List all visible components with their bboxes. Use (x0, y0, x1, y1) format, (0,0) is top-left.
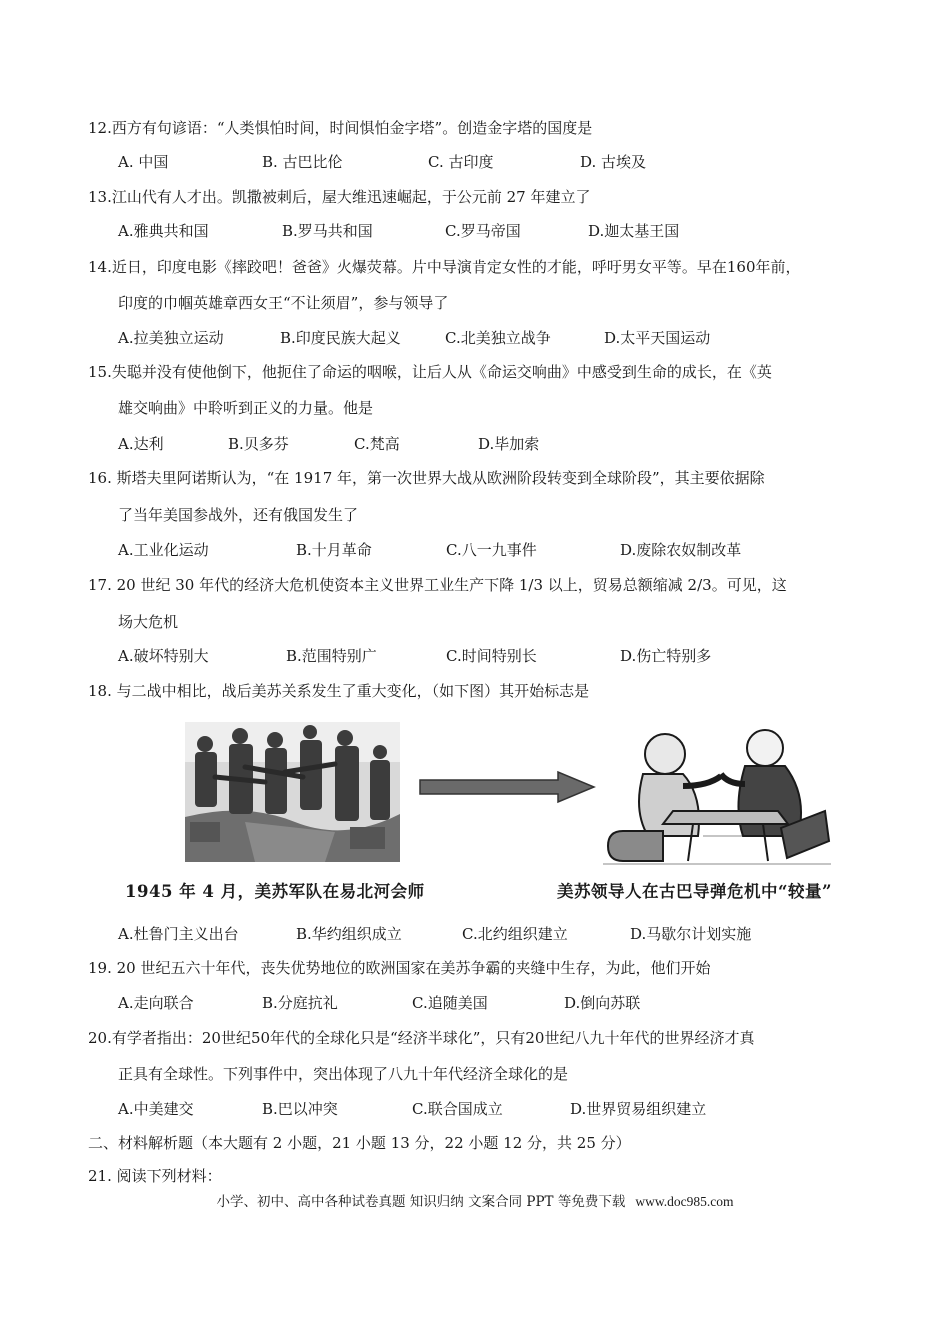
section2-title: 二、材料解析题（本大题有 2 小题，21 小题 13 分，22 小题 12 分，共 25 分） (88, 1134, 631, 1152)
right-arrow-icon (418, 770, 598, 804)
q16-option-d: D.废除农奴制改革 (620, 541, 742, 559)
q15-option-b: B.贝多芬 (228, 435, 289, 453)
q12-option-b: B. 古巴比伦 (262, 153, 343, 171)
q17-stem-line2: 场大危机 (118, 613, 179, 631)
q12-option-d: D. 古埃及 (580, 153, 647, 171)
q14-option-a: A.拉美独立运动 (118, 329, 224, 347)
q18-caption-left: 1945 年 4 月，美苏军队在易北河会师 (125, 882, 425, 901)
q16-option-b: B.十月革命 (296, 541, 372, 559)
footer-url[interactable]: www.doc985.com (635, 1194, 734, 1209)
elbe-meeting-photo (185, 722, 400, 862)
q14-option-d: D.太平天国运动 (604, 329, 711, 347)
q15-stem-line2: 雄交响曲》中聆听到正义的力量。他是 (118, 399, 374, 417)
q19-option-d: D.倒向苏联 (564, 994, 641, 1012)
q18-option-b: B.华约组织成立 (296, 925, 402, 943)
q16-stem-line2: 了当年美国参战外，还有俄国发生了 (118, 506, 359, 524)
q17-option-c: C.时间特别长 (446, 647, 537, 665)
q19-option-b: B.分庭抗礼 (262, 994, 338, 1012)
q20-option-d: D.世界贸易组织建立 (570, 1100, 707, 1118)
q13-stem: 13.江山代有人才出。凯撒被刺后，屋大维迅速崛起，于公元前 27 年建立了 (88, 188, 591, 206)
q13-option-a: A.雅典共和国 (118, 222, 209, 240)
q13-option-c: C.罗马帝国 (445, 222, 521, 240)
q20-option-b: B.巴以冲突 (262, 1100, 338, 1118)
q20-option-c: C.联合国成立 (412, 1100, 503, 1118)
q20-stem-line2: 正具有全球性。下列事件中，突出体现了八九十年代经济全球化的是 (118, 1065, 569, 1083)
q12-option-c: C. 古印度 (428, 153, 494, 171)
arm-wrestling-cartoon (603, 716, 831, 868)
q15-option-a: A.达利 (118, 435, 164, 453)
q14-option-b: B.印度民族大起义 (280, 329, 401, 347)
q18-caption-right: 美苏领导人在古巴导弹危机中“较量” (557, 882, 832, 901)
q16-stem-line1: 16. 斯塔夫里阿诺斯认为，“在 1917 年，第一次世界大战从欧洲阶段转变到全球阶段”，其主要依据除 (88, 469, 765, 487)
q13-option-d: D.迦太基王国 (588, 222, 680, 240)
q13-option-b: B.罗马共和国 (282, 222, 373, 240)
q17-option-d: D.伤亡特别多 (620, 647, 712, 665)
page-footer (0, 1193, 950, 1211)
q12-stem: 12.西方有句谚语：“人类惧怕时间，时间惧怕金字塔”。创造金字塔的国度是 (88, 119, 593, 137)
q19-option-c: C.追随美国 (412, 994, 488, 1012)
q15-stem-line1: 15.失聪并没有使他倒下，他扼住了命运的咽喉，让后人从《命运交响曲》中感受到生命的成长，在《英 (88, 363, 772, 381)
q17-option-a: A.破坏特别大 (118, 647, 209, 665)
q14-stem-line1: 14.近日，印度电影《摔跤吧！爸爸》火爆荧幕。片中导演肯定女性的才能，呼吁男女平等。早在160年前， (88, 258, 801, 276)
q20-stem-line1: 20.有学者指出：20世纪50年代的全球化只是“经济半球化”，只有20世纪八九十年代的世界经济才真 (88, 1029, 755, 1047)
q19-stem: 19. 20 世纪五六十年代，丧失优势地位的欧洲国家在美苏争霸的夹缝中生存，为此，他们开始 (88, 959, 711, 977)
q17-stem-line1: 17. 20 世纪 30 年代的经济大危机使资本主义世界工业生产下降 1/3 以上，贸易总额缩减 2/3。可见，这 (88, 576, 787, 594)
footer-text: 小学、初中、高中各种试卷真题 知识归纳 文案合同 PPT 等免费下载 (216, 1194, 626, 1210)
q19-option-a: A.走向联合 (118, 994, 194, 1012)
q16-option-c: C.八一九事件 (446, 541, 537, 559)
q14-stem-line2: 印度的巾帼英雄章西女王“不让须眉”，参与领导了 (118, 294, 449, 312)
q15-option-c: C.梵高 (354, 435, 400, 453)
q20-option-a: A.中美建交 (118, 1100, 194, 1118)
q18-option-d: D.马歇尔计划实施 (630, 925, 752, 943)
q18-option-a: A.杜鲁门主义出台 (118, 925, 239, 943)
q17-option-b: B.范围特别广 (286, 647, 377, 665)
q14-option-c: C.北美独立战争 (445, 329, 551, 347)
q15-option-d: D.毕加索 (478, 435, 540, 453)
q18-stem: 18. 与二战中相比，战后美苏关系发生了重大变化，（如下图）其开始标志是 (88, 682, 590, 700)
q21-intro: 21. 阅读下列材料： (88, 1167, 222, 1185)
q18-option-c: C.北约组织建立 (462, 925, 568, 943)
q12-option-a: A. 中国 (118, 153, 169, 171)
q16-option-a: A.工业化运动 (118, 541, 209, 559)
